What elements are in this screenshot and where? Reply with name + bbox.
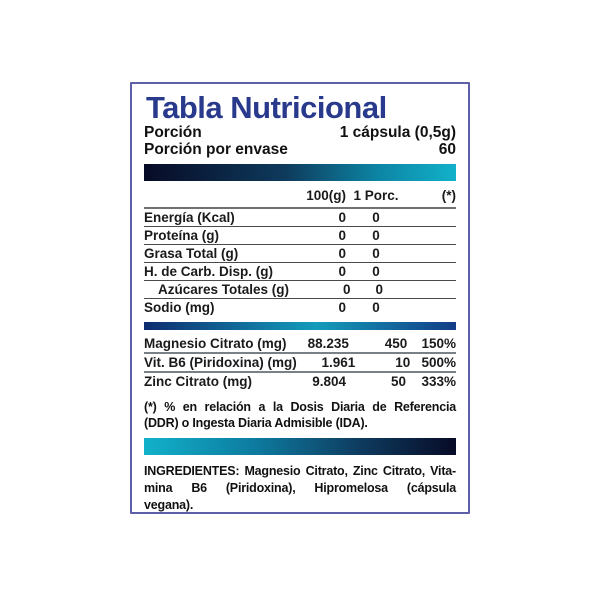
serving-size-value: 1 cápsula (0,5g) — [339, 124, 456, 141]
value-daily-pct: 333% — [421, 374, 456, 389]
value-per-100g: 88.235 — [307, 336, 349, 351]
nutrient-name: Vit. B6 (Piridoxina) (mg) — [144, 355, 297, 370]
footnote-line-2: (DDR) o Ingesta Diaria Admisible (IDA). — [144, 416, 368, 430]
ingredients-line-1: INGREDIENTES: Magnesio Citrato, Zinc Citrato, Vita- — [144, 464, 456, 478]
active-ingredient-table — [144, 335, 456, 390]
value-per-100g: 0 — [338, 228, 346, 243]
table-row-azucares — [144, 281, 456, 299]
nutrient-name: Sodio (mg) — [144, 300, 215, 315]
value-per-serving: 0 — [372, 210, 380, 225]
table-row-carbohidratos — [144, 263, 456, 281]
servings-per-container-value: 60 — [438, 140, 456, 158]
nutrient-name: Proteína (g) — [144, 228, 220, 243]
value-per-100g: 0 — [338, 210, 346, 225]
value-per-100g: 0 — [338, 264, 346, 279]
serving-size-row — [144, 125, 456, 142]
table-row-magnesio-citrato — [144, 335, 456, 354]
table-row-proteina — [144, 227, 456, 245]
value-per-100g: 9.804 — [312, 374, 346, 389]
label-title: Tabla Nutricional — [146, 90, 387, 125]
servings-per-container-label: Porción por envase — [144, 140, 288, 158]
ingredients-line-3: vegana). — [144, 498, 194, 512]
table-row-zinc-citrato — [144, 373, 456, 390]
value-daily-pct: 150% — [421, 336, 456, 351]
nutrient-name: Zinc Citrato (mg) — [144, 374, 252, 389]
value-per-serving: 0 — [372, 246, 380, 261]
servings-per-container-row — [144, 142, 456, 159]
nutrient-name: Magnesio Citrato (mg) — [144, 336, 287, 351]
nutrient-name: Azúcares Totales (g) — [158, 282, 290, 297]
serving-size-label: Porción — [144, 124, 202, 141]
table-row-energia — [144, 209, 456, 227]
value-per-100g: 0 — [342, 282, 351, 297]
nutrient-table — [144, 209, 456, 316]
table-header-row — [144, 188, 456, 209]
nutrient-name: Grasa Total (g) — [144, 246, 239, 261]
table-row-sodio — [144, 299, 456, 316]
nutrition-label-box — [130, 82, 470, 514]
value-per-serving: 0 — [372, 300, 380, 315]
value-per-serving: 0 — [375, 282, 383, 297]
nutrient-name: H. de Carb. Disp. (g) — [144, 264, 274, 279]
value-per-serving: 0 — [372, 228, 380, 243]
value-per-serving: 0 — [372, 264, 380, 279]
column-header-per-serving: 1 Porc. — [353, 188, 399, 203]
table-row-grasa-total — [144, 245, 456, 263]
gradient-bar-top — [144, 164, 456, 181]
column-header-per-100g: 100(g) — [306, 188, 346, 203]
ingredients-paragraph — [144, 463, 456, 514]
value-per-serving: 10 — [395, 355, 411, 370]
table-row-vitamina-b6 — [144, 354, 456, 373]
nutrient-name: Energía (Kcal) — [144, 210, 235, 225]
column-header-daily-pct: (*) — [441, 188, 456, 203]
value-per-100g: 0 — [338, 300, 346, 315]
footnote-line-1: (*) % en relación a la Dosis Diaria de Referencia — [144, 400, 456, 414]
ingredients-line-2: mina B6 (Piridoxina), Hipromelosa (cápsula — [144, 481, 456, 495]
value-daily-pct: 500% — [421, 355, 456, 370]
reference-footnote — [144, 399, 456, 431]
value-per-serving: 50 — [390, 374, 406, 389]
gradient-bar-middle — [144, 322, 456, 330]
value-per-serving: 450 — [384, 336, 408, 351]
gradient-bar-bottom — [144, 438, 456, 455]
value-per-100g: 1.961 — [321, 355, 356, 370]
value-per-100g: 0 — [338, 246, 346, 261]
